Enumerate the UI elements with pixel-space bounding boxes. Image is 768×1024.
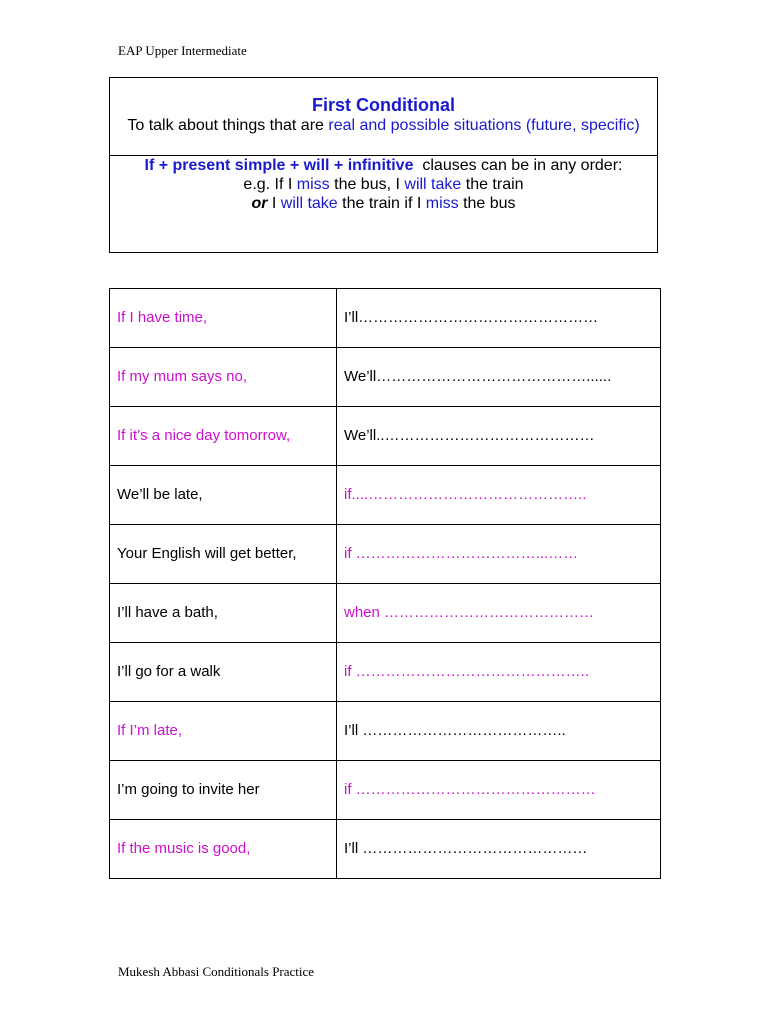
ex1-text-e: the train — [461, 176, 524, 193]
table-row — [110, 584, 661, 643]
page-footer: Mukesh Abbasi Conditionals Practice — [118, 964, 315, 979]
intro-highlight: real and possible situations (future, specific) — [328, 117, 640, 134]
rule-box — [109, 77, 658, 253]
table-row — [110, 348, 661, 407]
row-prompt: I’ll go for a walk — [110, 643, 337, 702]
example-line-2 — [110, 194, 657, 213]
row-completion-blank[interactable]: I’ll ………………………………….. — [337, 702, 661, 761]
row-prompt: If I’m late, — [110, 702, 337, 761]
row-completion-blank[interactable]: if....…………………………………….. — [337, 466, 661, 525]
exercise-table — [109, 288, 661, 879]
row-completion-blank[interactable]: if ………………………………...…… — [337, 525, 661, 584]
row-completion-blank[interactable]: if ……………………………………….. — [337, 643, 661, 702]
row-completion-blank[interactable]: when …………………………………… — [337, 584, 661, 643]
page-header: EAP Upper Intermediate — [118, 43, 247, 58]
table-row — [110, 643, 661, 702]
row-completion-blank[interactable]: I’ll………………………………………… — [337, 289, 661, 348]
ex1-text-c: the bus, I — [329, 176, 405, 193]
row-prompt: If the music is good, — [110, 820, 337, 879]
row-prompt: If my mum says no, — [110, 348, 337, 407]
table-row — [110, 466, 661, 525]
table-row — [110, 761, 661, 820]
row-completion-blank[interactable]: if ………………………………………… — [337, 761, 661, 820]
row-prompt: If it’s a nice day tomorrow, — [110, 407, 337, 466]
row-prompt: I’m going to invite her — [110, 761, 337, 820]
rule-box-bottom — [110, 156, 657, 213]
ex2-verb-miss: miss — [425, 195, 459, 212]
table-row — [110, 525, 661, 584]
rule-box-top — [110, 78, 657, 156]
table-row — [110, 407, 661, 466]
table-row — [110, 702, 661, 761]
rule-formula — [110, 156, 657, 175]
ex2-verb-will-take: will take — [280, 195, 338, 212]
rule-rest: clauses can be in any order: — [413, 157, 623, 174]
row-completion-blank[interactable]: We’ll..…………………………………… — [337, 407, 661, 466]
ex2-text-f: the bus — [458, 195, 516, 212]
table-row — [110, 289, 661, 348]
ex2-text-b: I — [267, 195, 281, 212]
ex1-verb-miss: miss — [296, 176, 330, 193]
row-prompt: If I have time, — [110, 289, 337, 348]
ex2-or: or — [251, 195, 268, 212]
rule-highlight: If + present simple + will + infinitive — [144, 157, 414, 174]
row-completion-blank[interactable]: We’ll……………………………………...... — [337, 348, 661, 407]
intro-prefix: To talk about things that are — [127, 117, 329, 134]
ex2-text-d: the train if I — [337, 195, 426, 212]
rule-title: First Conditional — [312, 95, 455, 115]
row-completion-blank[interactable]: I’ll ……………………………………… — [337, 820, 661, 879]
row-prompt: Your English will get better, — [110, 525, 337, 584]
ex1-text-a: e.g. If I — [243, 176, 297, 193]
rule-intro — [110, 116, 657, 135]
table-row — [110, 820, 661, 879]
row-prompt: I’ll have a bath, — [110, 584, 337, 643]
row-prompt: We’ll be late, — [110, 466, 337, 525]
example-line-1 — [110, 175, 657, 194]
ex1-verb-will-take: will take — [404, 176, 462, 193]
